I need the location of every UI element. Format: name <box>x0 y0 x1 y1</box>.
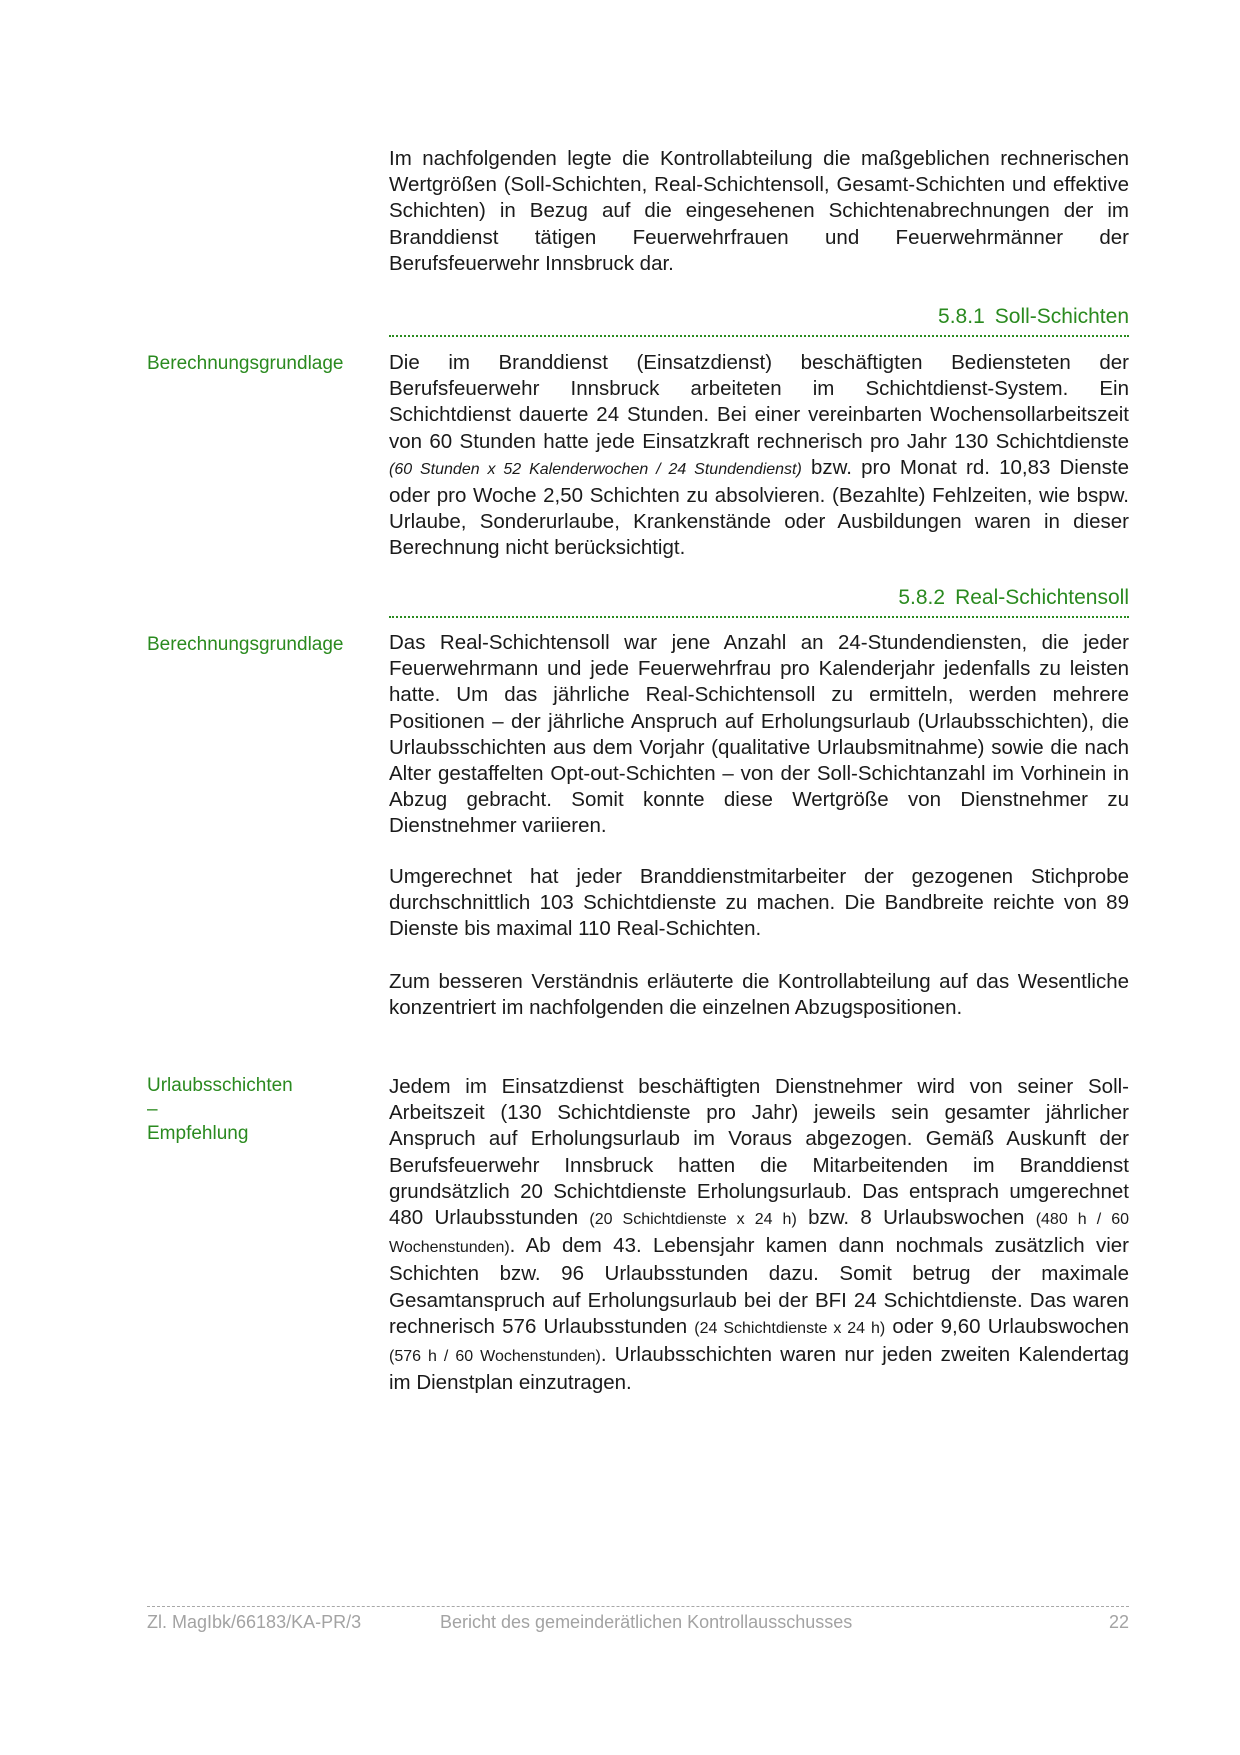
section-title: Soll-Schichten <box>994 305 1129 328</box>
margin-note-urlaubsschichten: Urlaubsschichten – Empfehlung <box>147 1075 293 1144</box>
section-number: 5.8.1 <box>938 305 985 328</box>
section-heading-soll-schichten <box>389 305 1129 337</box>
page-number: 22 <box>1108 1612 1129 1632</box>
footer-reference: Zl. MagIbk/66183/KA-PR/3 <box>147 1612 362 1632</box>
soll-schichten-paragraph: Die im Branddienst (Einsatzdienst) beschäftigten Bediensteten der Berufsfeuerwehr Innsbruck arbeiteten im Schichtdienst-System. Ein Schichtdienst dauerte 24 Stunden. Bei einer vereinbarten Wochensollarbeitszeit von 60 Stunden hatte jede Einsatzkraft rechnerisch pro Jahr 130 Schichtdienste (60 Stunden x 52 Kalenderwochen / 24 Stundendienst) bzw. pro Monat rd. 10,83 Dienste oder pro Woche 2,50 Schichten zu absolvieren. (Bezahlte) Fehlzeiten, wie bspw. Urlaube, Sonderurlaube, Krankenstände oder Ausbildungen waren in dieser Berechnung nicht berücksichtigt. <box>389 351 1130 560</box>
real-schichtensoll-paragraph-1: Das Real-Schichtensoll war jene Anzahl an 24-Stundendiensten, die jeder Feuerwehrmann und jede Feuerwehrfrau pro Kalenderjahr jedenfalls zu leisten hatte. Um das jährliche Real-Schichtensoll zu ermitteln, werden mehrere Positionen – der jährliche Anspruch auf Erholungsurlaub (Urlaubsschichten), die Urlaubsschichten aus dem Vorjahr (qualitative Urlaubsmitnahme) sowie die nach Alter gestaffelten Opt-out-Schichten – von der Soll-Schichtanzahl im Vorhinein in Abzug gebracht. Somit konnte diese Wertgröße von Dienstnehmer zu Dienstnehmer variieren. <box>389 631 1129 838</box>
section-heading-real-schichtensoll <box>389 586 1129 618</box>
real-schichtensoll-paragraph-2: Umgerechnet hat jeder Branddienstmitarbeiter der gezogenen Stichprobe durchschnittlich 103 Schichtdienste zu machen. Die Bandbreite reichte von 89 Dienste bis maximal 110 Real-Schichten. <box>389 865 1129 941</box>
margin-note-berechnungsgrundlage-1: Berechnungsgrundlage <box>147 353 344 374</box>
real-schichtensoll-paragraph-3: Zum besseren Verständnis erläuterte die Kontrollabteilung auf das Wesentliche konzentriert im nachfolgenden die einzelnen Abzugspositionen. <box>389 970 1129 1020</box>
section-title: Real-Schichtensoll <box>955 586 1129 609</box>
urlaubsschichten-paragraph: Jedem im Einsatzdienst beschäftigten Dienstnehmer wird von seiner Soll-Arbeitszeit (130 Schichtdienste pro Jahr) jeweils sein gesamter jährlicher Anspruch auf Erholungsurlaub im Voraus abgezogen. Gemäß Auskunft der Berufsfeuerwehr Innsbruck hatten die Mitarbeitenden im Branddienst grundsätzlich 20 Schichtdienste Erholungsurlaub. Das entsprach umgerechnet 480 Urlaubsstunden (20 Schichtdienste x 24 h) bzw. 8 Urlaubswochen (480 h / 60 Wochenstunden). Ab dem 43. Lebensjahr kamen dann nochmals zusätzlich vier Schichten bzw. 96 Urlaubsstunden dazu. Somit betrug der maximale Gesamtanspruch auf Erholungsurlaub bei der BFI 24 Schichtdienste. Das waren rechnerisch 576 Urlaubsstunden (24 Schichtdienste x 24 h) oder 9,60 Urlaubswochen (576 h / 60 Wochenstunden). Urlaubsschichten waren nur jeden zweiten Kalendertag im Dienstplan einzutragen. <box>389 1075 1130 1395</box>
intro-paragraph: Im nachfolgenden legte die Kontrollabteilung die maßgeblichen rechnerischen Wertgrößen (Soll-Schichten, Real-Schichtensoll, Gesamt-Schichten und effektive Schichten) in Bezug auf die eingesehenen Schichtenabrechnungen der im Branddienst tätigen Feuerwehrfrauen und Feuerwehrmänner der Berufsfeuerwehr Innsbruck dar. <box>389 147 1129 275</box>
footer-divider <box>147 1606 1129 1607</box>
section-number: 5.8.2 <box>898 586 946 609</box>
margin-note-berechnungsgrundlage-2: Berechnungsgrundlage <box>147 634 344 655</box>
footer-title: Bericht des gemeinderätlichen Kontrollausschusses <box>440 1612 853 1632</box>
